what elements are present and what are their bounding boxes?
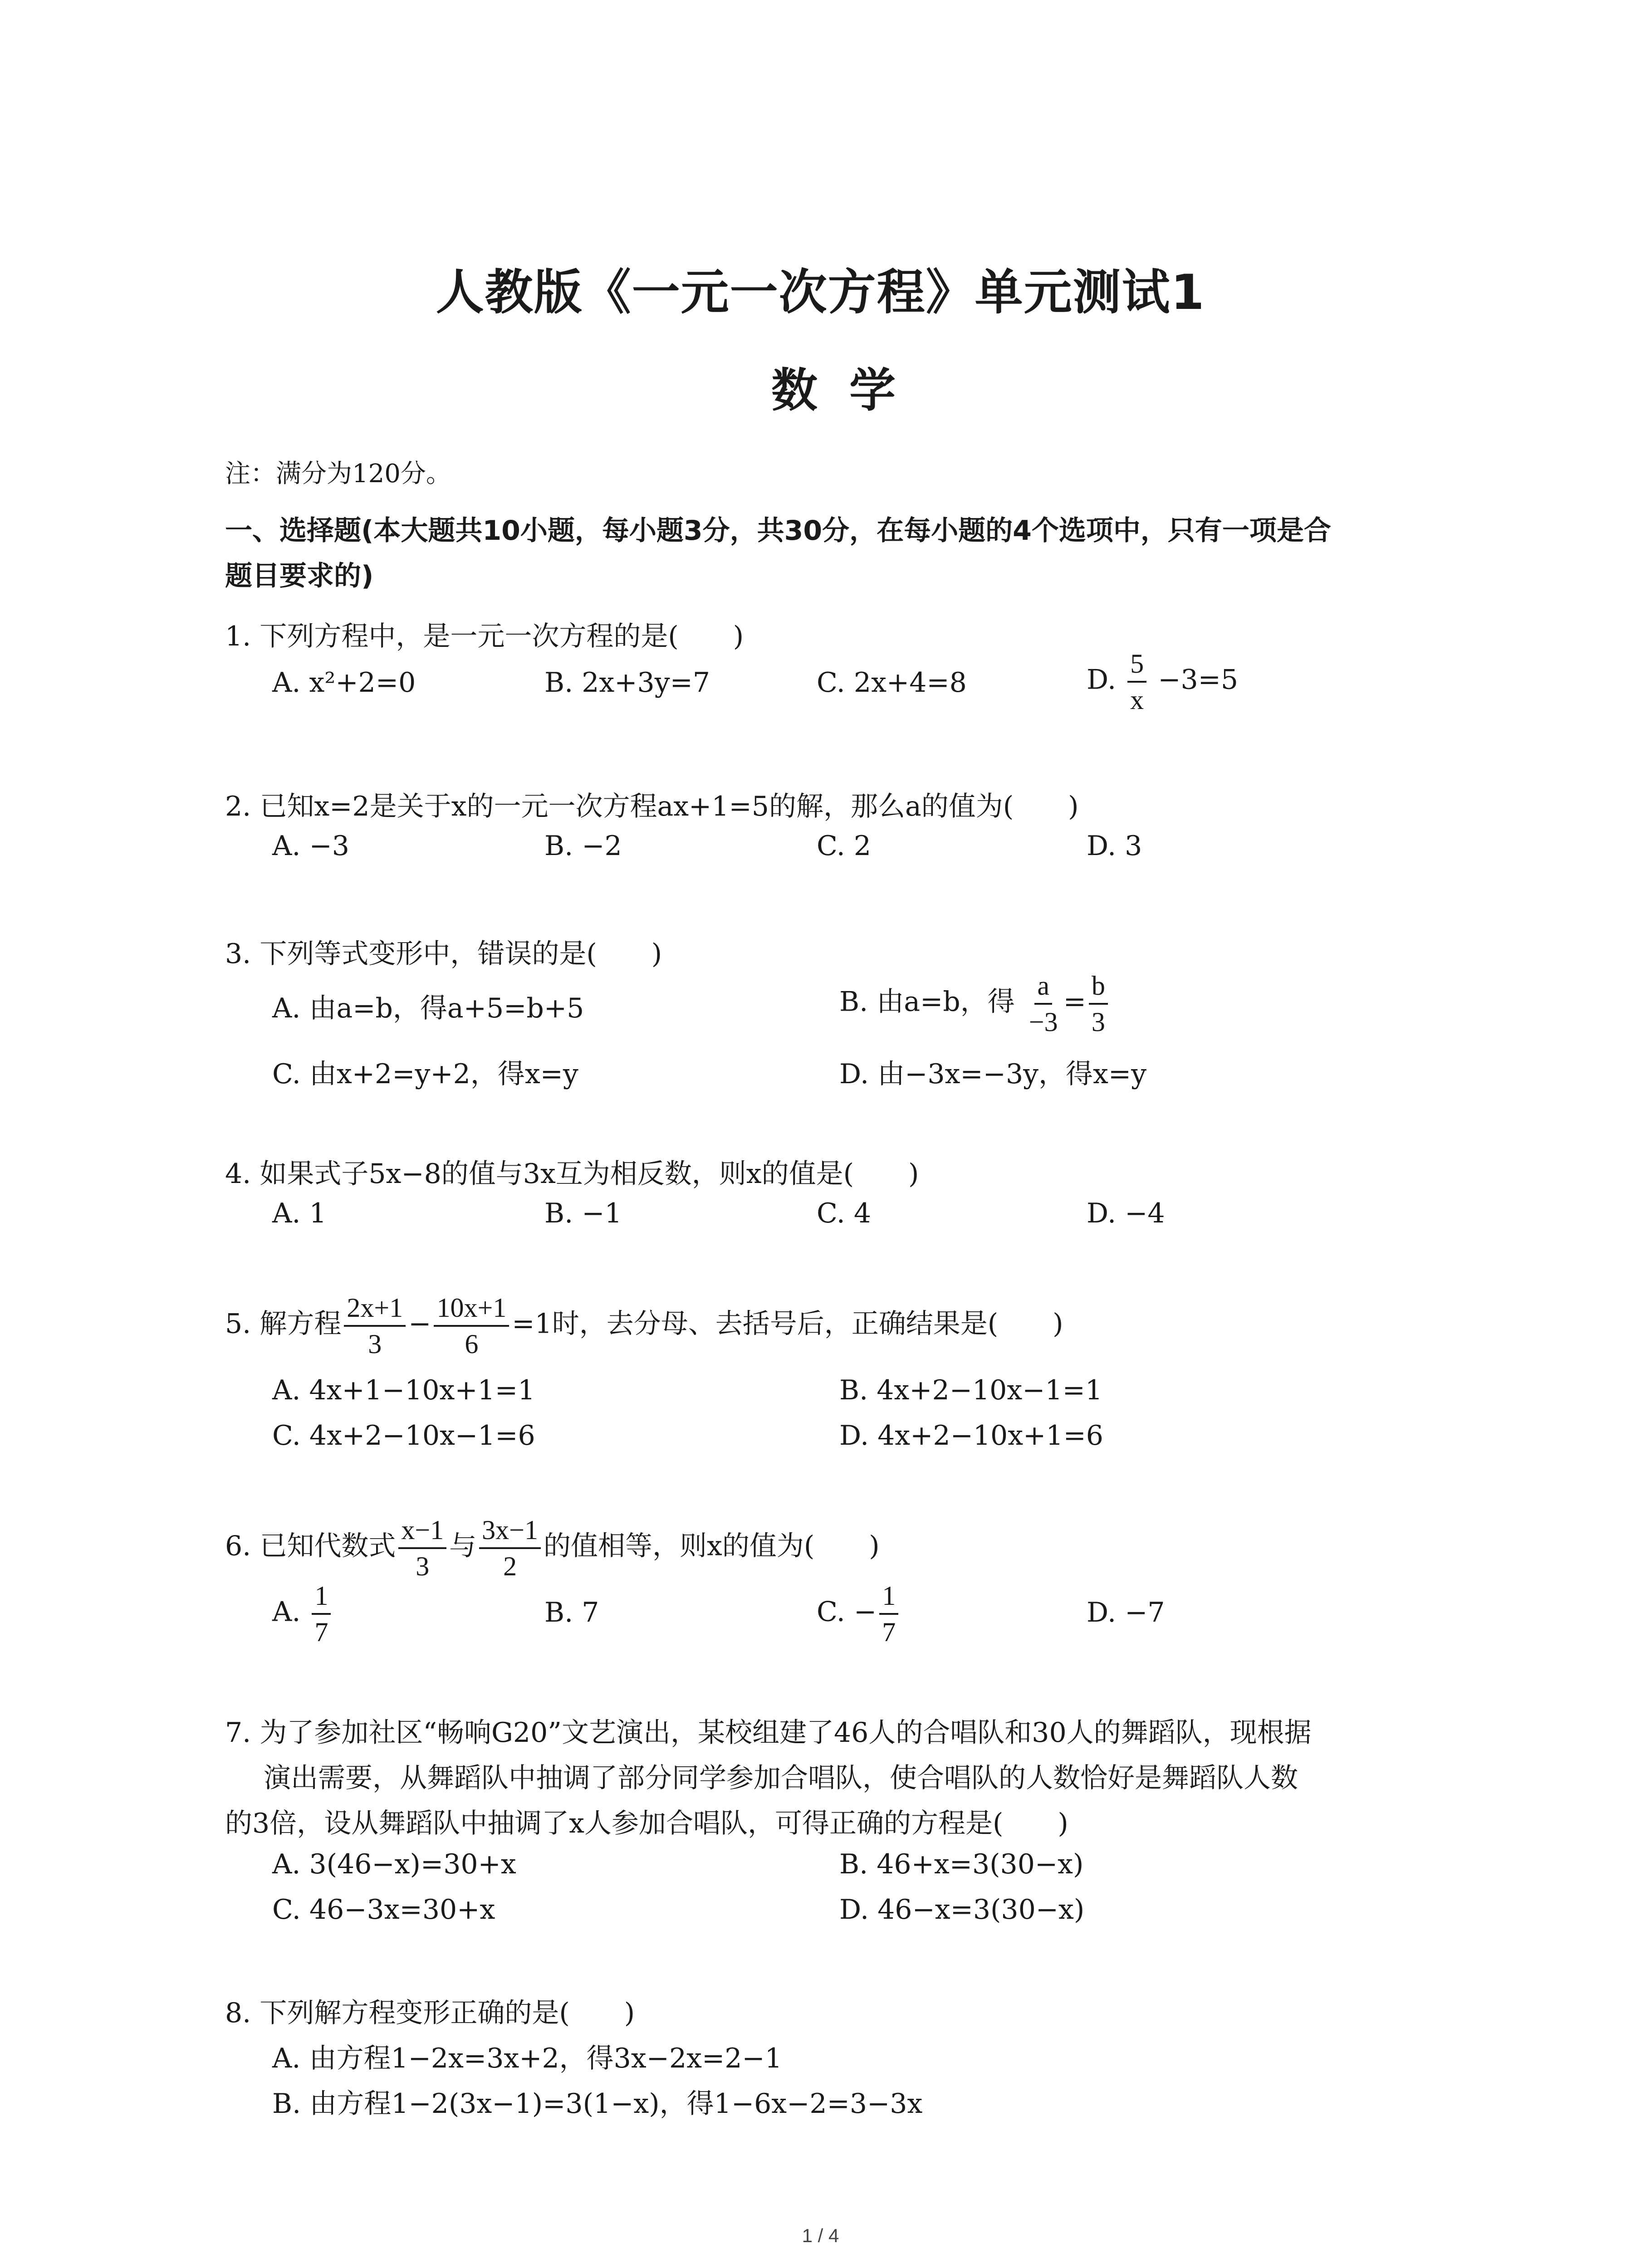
question-2-option-d: D. 3 bbox=[1087, 830, 1142, 862]
question-6-stem-mid: 与 bbox=[449, 1530, 477, 1562]
section-heading bbox=[225, 508, 1331, 599]
question-5-option-a: A. 4x+1−10x+1=1 bbox=[272, 1374, 535, 1406]
question-7-option-b: B. 46+x=3(30−x) bbox=[839, 1848, 1084, 1880]
question-4-option-c: C. 4 bbox=[817, 1198, 872, 1229]
question-1-option-d-label: D. bbox=[1087, 664, 1117, 696]
question-2-option-c: C. 2 bbox=[817, 830, 872, 862]
question-4-option-d: D. −4 bbox=[1087, 1198, 1165, 1229]
question-2-option-a: A. −3 bbox=[272, 830, 349, 862]
question-2-option-b: B. −2 bbox=[544, 830, 622, 862]
page-subtitle: 数学 bbox=[771, 364, 927, 418]
question-6-option-c bbox=[817, 1579, 901, 1649]
question-7-line-1: 7. 为了参加社区“畅响G20”文艺演出，某校组建了46人的合唱队和30人的舞蹈队，现根据 bbox=[225, 1717, 1312, 1749]
question-5-option-b: B. 4x+2−10x−1=1 bbox=[839, 1374, 1103, 1406]
fraction-numerator: 2x+1 bbox=[344, 1290, 406, 1327]
question-1-option-a: A. x²+2=0 bbox=[272, 667, 416, 699]
question-5-option-d: D. 4x+2−10x+1=6 bbox=[839, 1420, 1103, 1452]
fraction-denominator: 3 bbox=[368, 1329, 382, 1359]
question-6-option-a-fraction bbox=[312, 1579, 331, 1649]
page-number: 1 / 4 bbox=[802, 2225, 839, 2246]
question-2-stem: 2. 已知x=2是关于x的一元一次方程ax+1=5的解，那么a的值为( ) bbox=[225, 791, 1079, 822]
question-1-fraction bbox=[1127, 646, 1146, 717]
question-6-option-c-label: C. − bbox=[817, 1596, 877, 1628]
question-6-fraction-1 bbox=[398, 1513, 446, 1584]
fraction-numerator: 5 bbox=[1127, 646, 1146, 683]
fraction-denominator: 7 bbox=[882, 1617, 896, 1647]
question-6-stem-suffix: 的值相等，则x的值为( ) bbox=[544, 1530, 880, 1562]
question-5-fraction-2 bbox=[434, 1290, 509, 1361]
question-3-option-a: A. 由a=b，得a+5=b+5 bbox=[272, 992, 584, 1024]
fraction-denominator: 7 bbox=[314, 1617, 328, 1647]
question-3-option-b-label: B. 由a=b，得 bbox=[839, 986, 1015, 1018]
question-5-stem-suffix: =1时，去分母、去括号后，正确结果是( ) bbox=[512, 1308, 1063, 1340]
equals-sign: = bbox=[1063, 986, 1086, 1018]
fraction-numerator: 3x−1 bbox=[479, 1513, 541, 1549]
question-7-option-c: C. 46−3x=30+x bbox=[272, 1894, 495, 1926]
question-3-stem: 3. 下列等式变形中，错误的是( ) bbox=[225, 938, 662, 970]
question-3-option-b bbox=[839, 968, 1111, 1039]
question-1-option-b: B. 2x+3y=7 bbox=[544, 667, 710, 699]
minus-sign: − bbox=[408, 1308, 431, 1340]
fraction-numerator: 1 bbox=[879, 1579, 898, 1615]
fraction-numerator: x−1 bbox=[398, 1513, 446, 1549]
question-7-option-d: D. 46−x=3(30−x) bbox=[839, 1894, 1085, 1926]
section-heading-line1: 一、选择题(本大题共10小题，每小题3分，共30分，在每小题的4个选项中，只有一项是合 bbox=[225, 515, 1331, 547]
question-3-fraction-a bbox=[1026, 968, 1061, 1039]
question-1-option-d bbox=[1087, 646, 1238, 717]
question-3-option-c: C. 由x+2=y+2，得x=y bbox=[272, 1058, 578, 1090]
question-4-stem: 4. 如果式子5x−8的值与3x互为相反数，则x的值是( ) bbox=[225, 1158, 919, 1190]
fraction-numerator: 10x+1 bbox=[434, 1290, 509, 1327]
fraction-denominator: x bbox=[1130, 685, 1144, 715]
fraction-numerator: a bbox=[1034, 968, 1052, 1005]
question-1-option-d-tail: −3=5 bbox=[1158, 664, 1239, 696]
question-7-option-a: A. 3(46−x)=30+x bbox=[272, 1848, 516, 1880]
question-4-option-a: A. 1 bbox=[272, 1198, 327, 1229]
fraction-numerator: 1 bbox=[312, 1579, 331, 1615]
question-6-option-c-fraction bbox=[879, 1579, 898, 1649]
score-note: 注：满分为120分。 bbox=[225, 459, 451, 489]
fraction-denominator: 6 bbox=[465, 1329, 479, 1359]
question-6-stem-prefix: 6. 已知代数式 bbox=[225, 1530, 396, 1562]
question-5-option-c: C. 4x+2−10x−1=6 bbox=[272, 1420, 535, 1452]
section-heading-line2: 题目要求的) bbox=[225, 560, 374, 592]
question-5-stem bbox=[225, 1290, 1063, 1361]
fraction-numerator: b bbox=[1089, 968, 1108, 1005]
question-4-option-b: B. −1 bbox=[544, 1198, 622, 1229]
question-1-stem: 1. 下列方程中，是一元一次方程的是( ) bbox=[225, 621, 744, 652]
question-3-fraction-b bbox=[1089, 968, 1108, 1039]
question-6-option-b: B. 7 bbox=[544, 1597, 599, 1628]
question-7-stem bbox=[225, 1710, 1312, 1846]
fraction-denominator: 2 bbox=[503, 1551, 517, 1581]
fraction-denominator: −3 bbox=[1029, 1007, 1058, 1037]
question-6-fraction-2 bbox=[479, 1513, 541, 1584]
fraction-denominator: 3 bbox=[1091, 1007, 1105, 1037]
question-7-line-3: 的3倍，设从舞蹈队中抽调了x人参加合唱队，可得正确的方程是( ) bbox=[225, 1808, 1068, 1839]
question-8-option-b: B. 由方程1−2(3x−1)=3(1−x)，得1−6x−2=3−3x bbox=[272, 2088, 923, 2120]
fraction-denominator: 3 bbox=[416, 1551, 430, 1581]
page-title: 人教版《一元一次方程》单元测试1 bbox=[436, 264, 1205, 320]
question-5-stem-prefix: 5. 解方程 bbox=[225, 1308, 342, 1340]
question-1-option-c: C. 2x+4=8 bbox=[817, 667, 967, 699]
question-6-option-a-label: A. bbox=[272, 1596, 301, 1628]
question-8-option-a: A. 由方程1−2x=3x+2，得3x−2x=2−1 bbox=[272, 2043, 782, 2074]
question-3-option-d: D. 由−3x=−3y，得x=y bbox=[839, 1058, 1147, 1090]
question-6-stem bbox=[225, 1513, 880, 1584]
question-5-fraction-1 bbox=[344, 1290, 406, 1361]
question-8-stem: 8. 下列解方程变形正确的是( ) bbox=[225, 1997, 635, 2029]
question-6-option-a bbox=[272, 1579, 333, 1649]
question-7-line-2: 演出需要，从舞蹈队中抽调了部分同学参加合唱队，使合唱队的人数恰好是舞蹈队人数 bbox=[264, 1762, 1298, 1794]
question-6-option-d: D. −7 bbox=[1087, 1597, 1165, 1628]
